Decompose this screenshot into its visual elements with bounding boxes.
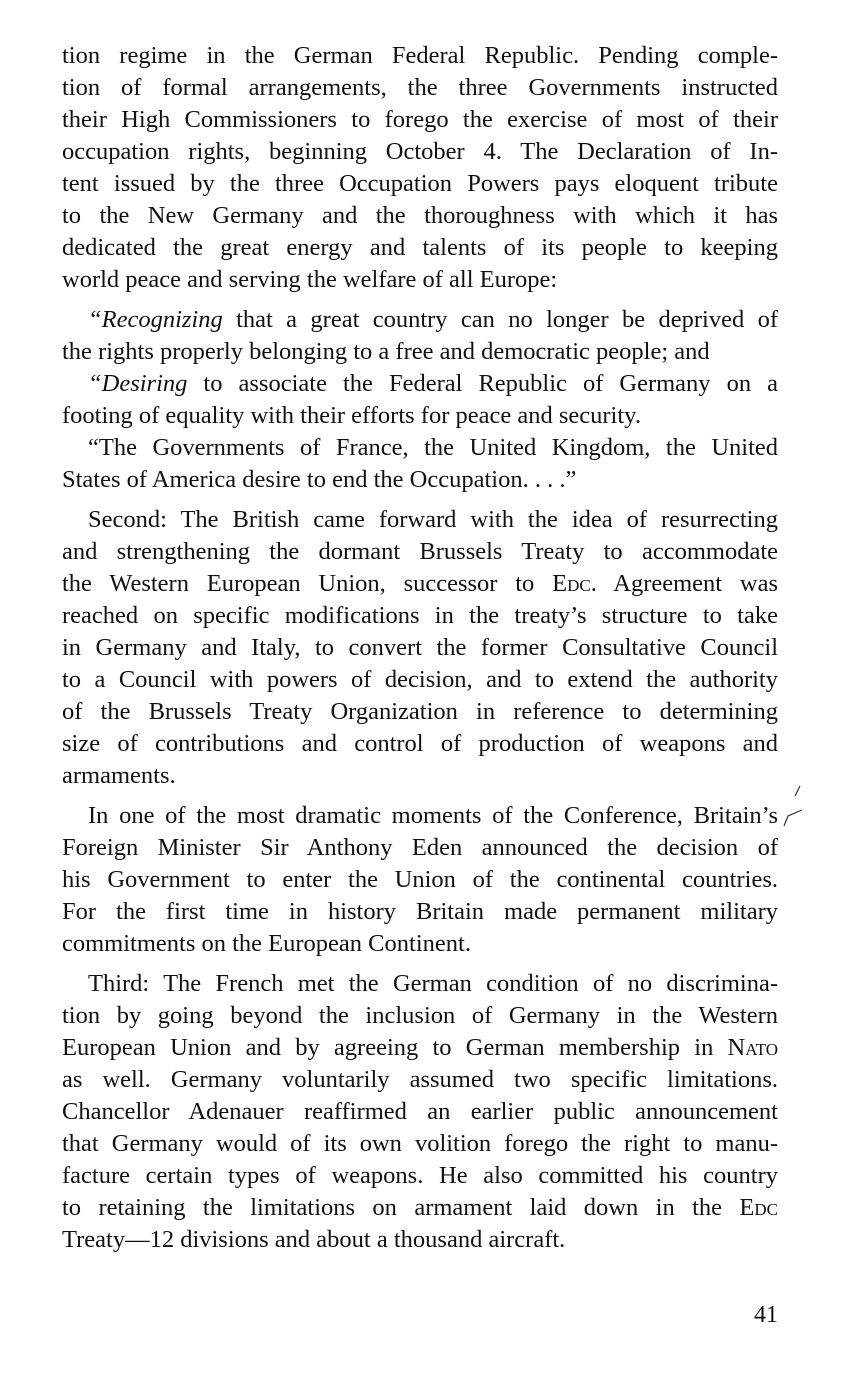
text-span: to retaining the limitations on armament laid down in the	[62, 1194, 740, 1221]
text-line: their High Commissioners to forego the exercise of most of their	[62, 106, 778, 133]
text-line: to a Council with powers of decision, and to extend the authority	[62, 666, 778, 693]
text-line: For the first time in history Britain made permanent military	[62, 898, 778, 925]
text-line: that Germany would of its own volition forego the right to manu-	[62, 1130, 778, 1157]
text-line: tion regime in the German Federal Republic. Pending comple-	[62, 42, 778, 69]
declaration-quote	[62, 304, 778, 496]
text-line: dedicated the great energy and talents of its people to keeping	[62, 234, 778, 261]
acronym-edc: Edc	[552, 570, 591, 597]
text-line: as well. Germany voluntarily assumed two specific limitations.	[62, 1066, 778, 1093]
text-line: commitments on the European Continent.	[62, 930, 471, 957]
paragraph-occupation	[62, 40, 778, 296]
text-line: In one of the most dramatic moments of the Conference, Britain’s	[88, 802, 778, 829]
emphasis-recognizing: “Recognizing	[88, 306, 223, 333]
text-span: European Union and by agreeing to German membership in	[62, 1034, 728, 1061]
text-span: to associate the Federal Republic of Germany on a	[187, 370, 778, 397]
text-line	[62, 568, 778, 600]
paragraph-gap	[62, 960, 778, 968]
paragraph-third	[62, 968, 778, 1256]
text-line: armaments.	[62, 762, 176, 789]
text-span: that a great country can no longer be deprived of	[222, 306, 778, 333]
book-page-body	[62, 40, 778, 1256]
text-span: . Agreement was	[590, 570, 779, 597]
text-line	[62, 304, 778, 336]
text-line	[62, 1192, 778, 1224]
text-line: tent issued by the three Occupation Powers pays eloquent tribute	[62, 170, 778, 197]
paragraph-eden	[62, 800, 778, 960]
text-line: Second: The British came forward with the idea of resurrecting	[88, 506, 778, 533]
text-line: world peace and serving the welfare of all Europe:	[62, 266, 558, 293]
page-number: 41	[754, 1302, 778, 1328]
text-line: States of America desire to end the Occupation. . . .”	[62, 466, 577, 493]
text-span: the Western European Union, successor to	[62, 570, 553, 597]
text-line: Treaty—12 divisions and about a thousand aircraft.	[62, 1226, 566, 1253]
text-line	[62, 368, 778, 400]
text-line: Foreign Minister Sir Anthony Eden announced the decision of	[62, 834, 778, 861]
text-line: “The Governments of France, the United Kingdom, the United	[88, 434, 778, 461]
text-line: tion of formal arrangements, the three Governments instructed	[62, 74, 778, 101]
text-line: in Germany and Italy, to convert the former Consultative Council	[62, 634, 778, 661]
emphasis-desiring: “Desiring	[88, 370, 188, 397]
acronym-nato: Nato	[727, 1034, 778, 1061]
text-line: his Government to enter the Union of the continental countries.	[62, 866, 778, 893]
text-line: to the New Germany and the thoroughness with which it has	[62, 202, 778, 229]
text-line: of the Brussels Treaty Organization in reference to determining	[62, 698, 778, 725]
text-line: facture certain types of weapons. He also committed his country	[62, 1162, 778, 1189]
text-line	[62, 1032, 778, 1064]
text-line: tion by going beyond the inclusion of Germany in the Western	[62, 1002, 778, 1029]
text-line: footing of equality with their efforts for peace and security.	[62, 402, 641, 429]
paragraph-second	[62, 504, 778, 792]
text-line: occupation rights, beginning October 4. The Declaration of In-	[62, 138, 778, 165]
text-line: size of contributions and control of production of weapons and	[62, 730, 778, 757]
text-line: Chancellor Adenauer reaffirmed an earlier public announcement	[62, 1098, 778, 1125]
text-line: the rights properly belonging to a free and democratic people; and	[62, 338, 710, 365]
acronym-edc: Edc	[739, 1194, 778, 1221]
text-line: Third: The French met the German condition of no discrimina-	[88, 970, 778, 997]
text-line: and strengthening the dormant Brussels Treaty to accommodate	[62, 538, 778, 565]
pencil-margin-mark	[778, 782, 818, 832]
paragraph-gap	[62, 296, 778, 304]
text-line: reached on specific modifications in the treaty’s structure to take	[62, 602, 778, 629]
paragraph-gap	[62, 496, 778, 504]
paragraph-gap	[62, 792, 778, 800]
